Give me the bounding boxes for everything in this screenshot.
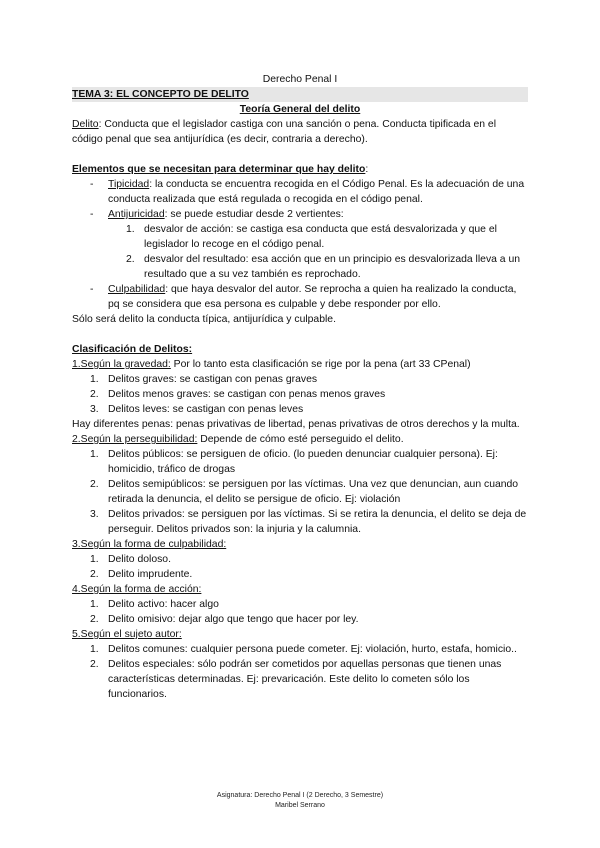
topic-title: TEMA 3: EL CONCEPTO DE DELITO (72, 87, 528, 102)
list-item: 2. Delito imprudente. (90, 569, 193, 580)
definition-paragraph (72, 117, 528, 147)
list-item: 1. Delito activo: hacer algo (90, 599, 219, 610)
elements-conclusion: Sólo será delito la conducta típica, antijurídica y culpable. (72, 314, 336, 325)
list-item: 2. Delitos especiales: sólo podrán ser cometidos por aquellas personas que tienen unas características determinadas. Ej: prevaricación. Este delito lo cometen sólo los funcionarios. (90, 659, 502, 700)
classification-section-title: 1.Según la gravedad: Por lo tanto esta clasificación se rige por la pena (art 33 CPenal) (72, 359, 471, 370)
list-item: 3. Delitos leves: se castigan con penas leves (90, 404, 304, 415)
list-item: 1. Delito doloso. (90, 554, 171, 565)
list-item: 2. Delitos menos graves: se castigan con penas menos graves (90, 389, 386, 400)
section-subtitle: Teoría General del delito (239, 104, 361, 115)
classification-section-title: 5.Según el sujeto autor: (72, 629, 182, 640)
course-title: Derecho Penal I (262, 74, 338, 85)
footer-subject: Asignatura: Derecho Penal I (2 Derecho, 3 Semestre) (216, 792, 384, 799)
list-item: 1. Delitos comunes: cualquier persona puede cometer. Ej: violación, hurto, estafa, homicio.. (90, 644, 517, 655)
elements-heading: Elementos que se necesitan para determinar que hay delito: (72, 164, 369, 175)
classification-section-title: 3.Según la forma de culpabilidad: (72, 539, 227, 550)
definition-term: Delito (72, 119, 99, 130)
classification-section-title: 2.Según la perseguibilidad: Depende de cómo esté perseguido el delito. (72, 434, 404, 445)
footer-author: Maribel Serrano (275, 802, 325, 809)
list-item: - Culpabilidad: que haya desvalor del autor. Se reprocha a quien ha realizado la conducta, pq se considera que esa persona es culpable y debe responder por ello. (90, 284, 517, 310)
classification-note: Hay diferentes penas: penas privativas de libertad, penas privativas de otros derechos y la multa. (72, 419, 520, 430)
list-item: 1. Delitos graves: se castigan con penas graves (90, 374, 318, 385)
list-item: 1. Delitos públicos: se persiguen de oficio. (lo pueden denunciar cualquier persona). Ej: homicidio, tráfico de drogas (90, 449, 498, 475)
list-item: 2. Delito omisivo: dejar algo que tengo que hacer por ley. (90, 614, 359, 625)
list-item: - Antijuricidad: se puede estudiar desde 2 vertientes: (90, 209, 344, 220)
classification-section-title: 4.Según la forma de acción: (72, 584, 202, 595)
classification-heading: Clasificación de Delitos: (72, 344, 193, 355)
list-item: 1. desvalor de acción: se castiga esa conducta que está desvalorizada y que el legislador lo recoge en el código penal. (126, 224, 497, 250)
list-item: 2. desvalor del resultado: esa acción que en un principio es desvalorizada lleva a un resultado que a su vez también es reprochado. (126, 254, 521, 280)
document-page (72, 72, 528, 702)
list-item: - Tipicidad: la conducta se encuentra recogida en el Código Penal. Es la adecuación de una conducta realizada que está regulada o recogida en el código penal. (90, 179, 525, 205)
list-item: 3. Delitos privados: se persiguen por las víctimas. Si se retira la denuncia, el delito se deja de perseguir. Delitos privados son: la injuria y la calumnia. (90, 509, 527, 535)
definition-text: : Conducta que el legislador castiga con una sanción o pena. Conducta tipificada en el código penal que sea antijurídica (es decir, contraria a derecho). (72, 119, 496, 145)
page-footer (0, 791, 600, 811)
list-item: 2. Delitos semipúblicos: se persiguen por las víctimas. Una vez que denuncian, aun cuando retirada la denuncia, el delito se persigue de oficio. Ej: violación (90, 479, 519, 505)
